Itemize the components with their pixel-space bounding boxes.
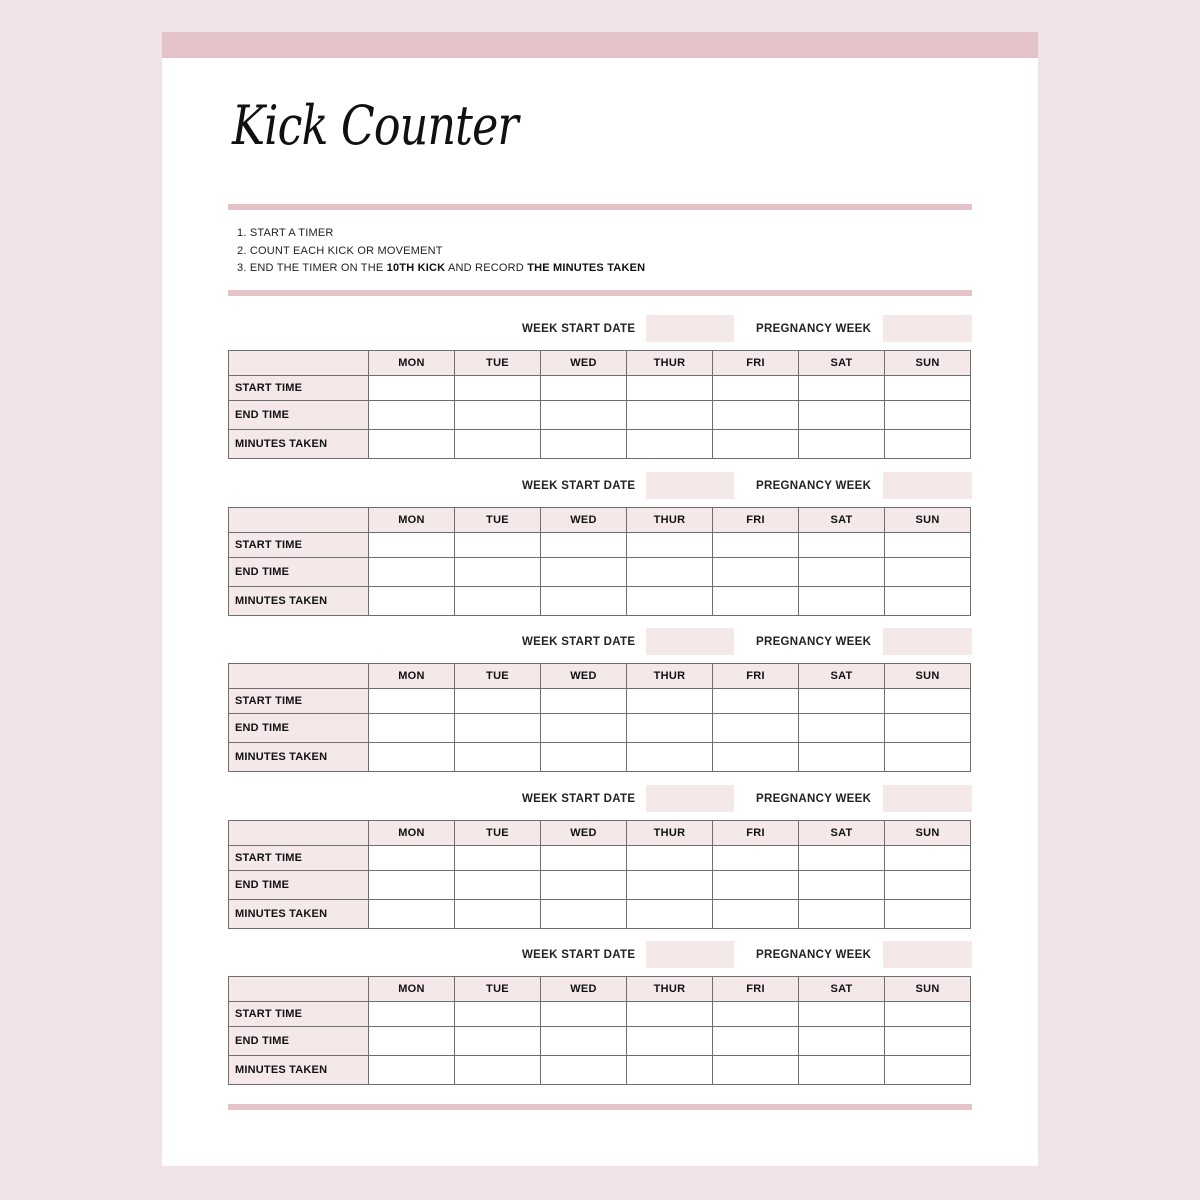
header-corner-cell [229,508,369,533]
start-time-sun-cell[interactable] [885,533,971,558]
minutes-mon-cell[interactable] [369,1056,455,1085]
end-time-thur-cell[interactable] [627,1027,713,1056]
page-title: Kick Counter [232,94,518,157]
table-row-end-time [229,1027,971,1056]
end-time-fri-cell[interactable] [713,714,799,743]
end-time-thur-cell[interactable] [627,401,713,430]
pregnancy-week-label: PREGNANCY WEEK [756,480,872,492]
header-day-sat: SAT [799,977,885,1002]
minutes-sat-cell[interactable] [799,743,885,772]
header-day-fri: FRI [713,351,799,376]
start-time-mon-cell[interactable] [369,533,455,558]
table-header-row [229,977,971,1002]
minutes-sun-cell[interactable] [885,587,971,616]
row-label-minutes-taken: MINUTES TAKEN [229,430,369,459]
top-accent-band [162,32,1038,58]
start-time-thur-cell[interactable] [627,846,713,871]
end-time-tue-cell[interactable] [455,401,541,430]
week-meta-row [228,628,972,656]
week-log-1 [228,315,972,450]
table-row-minutes-taken [229,587,971,616]
week-start-date-field[interactable] [646,941,734,968]
table-row-start-time [229,846,971,871]
header-day-sat: SAT [799,821,885,846]
table-row-minutes-taken [229,1056,971,1085]
minutes-mon-cell[interactable] [369,430,455,459]
pregnancy-week-label: PREGNANCY WEEK [756,793,872,805]
table-row-start-time [229,533,971,558]
header-day-thur: THUR [627,821,713,846]
row-label-start-time: START TIME [229,376,369,401]
end-time-fri-cell[interactable] [713,1027,799,1056]
header-day-tue: TUE [455,508,541,533]
end-time-wed-cell[interactable] [541,558,627,587]
header-day-thur: THUR [627,351,713,376]
pregnancy-week-label: PREGNANCY WEEK [756,636,872,648]
divider-top [228,204,972,210]
start-time-tue-cell[interactable] [455,1002,541,1027]
kick-log-table [228,820,971,929]
minutes-sun-cell[interactable] [885,430,971,459]
minutes-fri-cell[interactable] [713,900,799,929]
minutes-wed-cell[interactable] [541,743,627,772]
start-time-sun-cell[interactable] [885,846,971,871]
header-day-thur: THUR [627,664,713,689]
end-time-mon-cell[interactable] [369,401,455,430]
week-log-2 [228,472,972,607]
end-time-tue-cell[interactable] [455,871,541,900]
header-day-fri: FRI [713,508,799,533]
minutes-thur-cell[interactable] [627,743,713,772]
start-time-wed-cell[interactable] [541,689,627,714]
minutes-thur-cell[interactable] [627,900,713,929]
minutes-fri-cell[interactable] [713,743,799,772]
minutes-tue-cell[interactable] [455,587,541,616]
start-time-sat-cell[interactable] [799,533,885,558]
end-time-mon-cell[interactable] [369,871,455,900]
header-day-thur: THUR [627,508,713,533]
minutes-thur-cell[interactable] [627,1056,713,1085]
start-time-sun-cell[interactable] [885,689,971,714]
header-day-fri: FRI [713,821,799,846]
week-log-4 [228,785,972,920]
start-time-sun-cell[interactable] [885,1002,971,1027]
header-day-fri: FRI [713,664,799,689]
end-time-wed-cell[interactable] [541,714,627,743]
minutes-mon-cell[interactable] [369,900,455,929]
header-day-tue: TUE [455,821,541,846]
row-label-minutes-taken: MINUTES TAKEN [229,743,369,772]
printable-page [162,32,1038,1166]
end-time-tue-cell[interactable] [455,714,541,743]
end-time-sat-cell[interactable] [799,1027,885,1056]
header-corner-cell [229,664,369,689]
start-time-fri-cell[interactable] [713,376,799,401]
row-label-minutes-taken: MINUTES TAKEN [229,1056,369,1085]
header-day-mon: MON [369,351,455,376]
minutes-wed-cell[interactable] [541,900,627,929]
week-meta-row [228,941,972,969]
end-time-thur-cell[interactable] [627,871,713,900]
header-day-wed: WED [541,508,627,533]
week-log-5 [228,941,972,1076]
start-time-tue-cell[interactable] [455,689,541,714]
end-time-sun-cell[interactable] [885,871,971,900]
instruction-step-1: 1. START A TIMER [237,227,334,239]
week-meta-row [228,315,972,343]
start-time-mon-cell[interactable] [369,689,455,714]
row-label-start-time: START TIME [229,533,369,558]
header-day-sat: SAT [799,664,885,689]
week-start-date-field[interactable] [646,315,734,342]
minutes-sat-cell[interactable] [799,900,885,929]
minutes-tue-cell[interactable] [455,900,541,929]
start-time-tue-cell[interactable] [455,533,541,558]
start-time-fri-cell[interactable] [713,1002,799,1027]
start-time-tue-cell[interactable] [455,846,541,871]
end-time-fri-cell[interactable] [713,871,799,900]
header-day-mon: MON [369,977,455,1002]
end-time-sat-cell[interactable] [799,714,885,743]
minutes-thur-cell[interactable] [627,430,713,459]
end-time-thur-cell[interactable] [627,558,713,587]
divider-bottom [228,1104,972,1110]
end-time-sat-cell[interactable] [799,871,885,900]
row-label-end-time: END TIME [229,558,369,587]
header-day-sun: SUN [885,351,971,376]
start-time-wed-cell[interactable] [541,846,627,871]
table-row-minutes-taken [229,430,971,459]
minutes-mon-cell[interactable] [369,743,455,772]
instruction-step-3: 3. END THE TIMER ON THE 10TH KICK AND RECORD THE MINUTES TAKEN [237,262,646,274]
table-row-start-time [229,376,971,401]
header-day-wed: WED [541,664,627,689]
row-label-minutes-taken: MINUTES TAKEN [229,900,369,929]
table-row-end-time [229,401,971,430]
instructions-list [237,225,645,278]
table-header-row [229,351,971,376]
instruction-step-2: 2. COUNT EACH KICK OR MOVEMENT [237,244,443,257]
minutes-sat-cell[interactable] [799,587,885,616]
minutes-wed-cell[interactable] [541,587,627,616]
divider-instructions [228,290,972,296]
row-label-end-time: END TIME [229,401,369,430]
pregnancy-week-label: PREGNANCY WEEK [756,949,872,961]
minutes-sat-cell[interactable] [799,430,885,459]
row-label-minutes-taken: MINUTES TAKEN [229,587,369,616]
minutes-sun-cell[interactable] [885,743,971,772]
pregnancy-week-field[interactable] [883,472,972,499]
minutes-tue-cell[interactable] [455,430,541,459]
end-time-mon-cell[interactable] [369,714,455,743]
minutes-sun-cell[interactable] [885,900,971,929]
header-day-sat: SAT [799,351,885,376]
start-time-fri-cell[interactable] [713,533,799,558]
start-time-fri-cell[interactable] [713,846,799,871]
end-time-sat-cell[interactable] [799,401,885,430]
start-time-mon-cell[interactable] [369,1002,455,1027]
end-time-sun-cell[interactable] [885,714,971,743]
pregnancy-week-field[interactable] [883,315,972,342]
table-header-row [229,821,971,846]
header-day-thur: THUR [627,977,713,1002]
start-time-thur-cell[interactable] [627,689,713,714]
minutes-wed-cell[interactable] [541,430,627,459]
week-meta-row [228,785,972,813]
week-start-date-field[interactable] [646,785,734,812]
start-time-tue-cell[interactable] [455,376,541,401]
row-label-end-time: END TIME [229,1027,369,1056]
pregnancy-week-field[interactable] [883,628,972,655]
end-time-mon-cell[interactable] [369,1027,455,1056]
end-time-mon-cell[interactable] [369,558,455,587]
week-meta-row [228,472,972,500]
header-day-fri: FRI [713,977,799,1002]
end-time-wed-cell[interactable] [541,1027,627,1056]
header-day-wed: WED [541,351,627,376]
header-day-tue: TUE [455,351,541,376]
start-time-mon-cell[interactable] [369,376,455,401]
kick-log-table [228,663,971,772]
start-time-sat-cell[interactable] [799,846,885,871]
header-day-wed: WED [541,977,627,1002]
minutes-tue-cell[interactable] [455,743,541,772]
table-header-row [229,508,971,533]
header-day-sun: SUN [885,664,971,689]
table-row-end-time [229,871,971,900]
header-day-mon: MON [369,821,455,846]
end-time-sat-cell[interactable] [799,558,885,587]
header-day-wed: WED [541,821,627,846]
pregnancy-week-field[interactable] [883,785,972,812]
week-start-date-label: WEEK START DATE [522,480,636,492]
end-time-wed-cell[interactable] [541,871,627,900]
header-day-sun: SUN [885,508,971,533]
start-time-sat-cell[interactable] [799,689,885,714]
minutes-sat-cell[interactable] [799,1056,885,1085]
table-row-minutes-taken [229,743,971,772]
end-time-sun-cell[interactable] [885,558,971,587]
start-time-sat-cell[interactable] [799,1002,885,1027]
row-label-end-time: END TIME [229,714,369,743]
end-time-sun-cell[interactable] [885,401,971,430]
kick-log-table [228,976,971,1085]
start-time-sun-cell[interactable] [885,376,971,401]
end-time-sun-cell[interactable] [885,1027,971,1056]
row-label-start-time: START TIME [229,689,369,714]
row-label-end-time: END TIME [229,871,369,900]
header-day-tue: TUE [455,977,541,1002]
start-time-thur-cell[interactable] [627,376,713,401]
minutes-mon-cell[interactable] [369,587,455,616]
start-time-thur-cell[interactable] [627,1002,713,1027]
table-row-start-time [229,1002,971,1027]
start-time-wed-cell[interactable] [541,376,627,401]
week-start-date-label: WEEK START DATE [522,636,636,648]
table-row-minutes-taken [229,900,971,929]
minutes-fri-cell[interactable] [713,430,799,459]
end-time-tue-cell[interactable] [455,558,541,587]
kick-log-table [228,350,971,459]
header-day-tue: TUE [455,664,541,689]
week-start-date-field[interactable] [646,628,734,655]
start-time-mon-cell[interactable] [369,846,455,871]
header-day-mon: MON [369,664,455,689]
table-row-start-time [229,689,971,714]
header-day-sun: SUN [885,977,971,1002]
week-start-date-label: WEEK START DATE [522,793,636,805]
week-start-date-label: WEEK START DATE [522,949,636,961]
header-day-sun: SUN [885,821,971,846]
header-corner-cell [229,351,369,376]
header-day-mon: MON [369,508,455,533]
start-time-thur-cell[interactable] [627,533,713,558]
start-time-wed-cell[interactable] [541,533,627,558]
end-time-wed-cell[interactable] [541,401,627,430]
minutes-fri-cell[interactable] [713,587,799,616]
minutes-tue-cell[interactable] [455,1056,541,1085]
minutes-wed-cell[interactable] [541,1056,627,1085]
header-corner-cell [229,821,369,846]
kick-log-table [228,507,971,616]
week-start-date-label: WEEK START DATE [522,323,636,335]
week-log-3 [228,628,972,763]
start-time-fri-cell[interactable] [713,689,799,714]
minutes-sun-cell[interactable] [885,1056,971,1085]
start-time-sat-cell[interactable] [799,376,885,401]
row-label-start-time: START TIME [229,846,369,871]
minutes-thur-cell[interactable] [627,587,713,616]
minutes-fri-cell[interactable] [713,1056,799,1085]
table-header-row [229,664,971,689]
week-start-date-field[interactable] [646,472,734,499]
table-row-end-time [229,714,971,743]
pregnancy-week-field[interactable] [883,941,972,968]
end-time-fri-cell[interactable] [713,558,799,587]
end-time-thur-cell[interactable] [627,714,713,743]
end-time-tue-cell[interactable] [455,1027,541,1056]
table-row-end-time [229,558,971,587]
row-label-start-time: START TIME [229,1002,369,1027]
start-time-wed-cell[interactable] [541,1002,627,1027]
header-corner-cell [229,977,369,1002]
pregnancy-week-label: PREGNANCY WEEK [756,323,872,335]
header-day-sat: SAT [799,508,885,533]
end-time-fri-cell[interactable] [713,401,799,430]
